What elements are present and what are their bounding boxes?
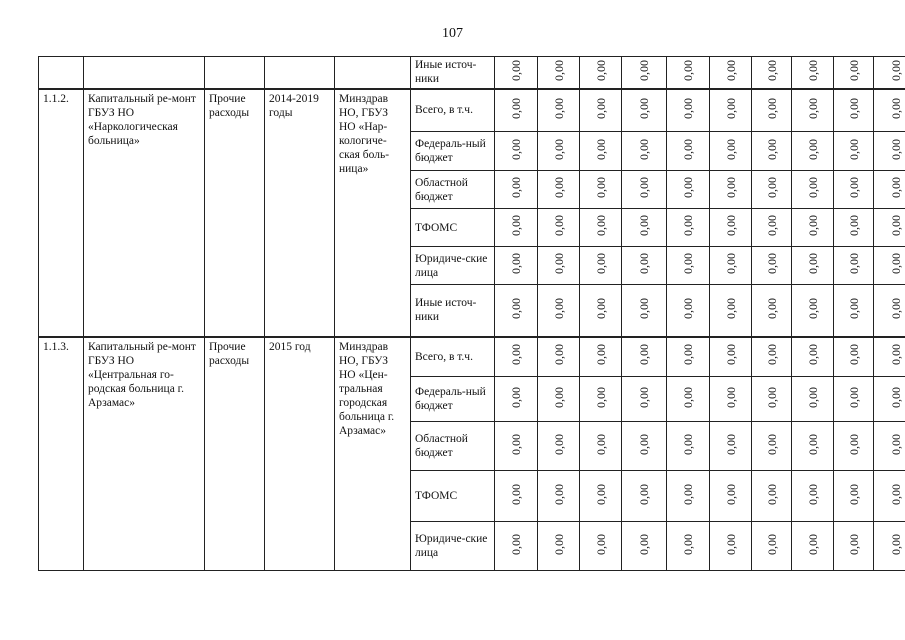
item-name: Капитальный ре-монт ГБУЗ НО «Наркологическая больница» bbox=[84, 89, 205, 337]
item-code: 1.1.2. bbox=[39, 89, 84, 337]
value-text: 0,00 bbox=[593, 433, 608, 455]
value-cell bbox=[622, 247, 667, 285]
value-text: 0,00 bbox=[509, 253, 523, 274]
page-number: 107 bbox=[442, 26, 463, 41]
value-text: 0,00 bbox=[637, 253, 651, 274]
value-text: 0,00 bbox=[805, 97, 820, 119]
value-text: 0,00 bbox=[889, 177, 903, 198]
value-text: 0,00 bbox=[723, 59, 738, 81]
value-cell bbox=[752, 57, 792, 89]
value-text: 0,00 bbox=[509, 433, 523, 455]
value-cell bbox=[538, 132, 580, 171]
value-text: 0,00 bbox=[723, 177, 738, 198]
value-text: 0,00 bbox=[805, 297, 820, 319]
period-cell bbox=[265, 57, 335, 89]
value-text: 0,00 bbox=[723, 386, 738, 408]
value-cell bbox=[874, 132, 905, 171]
value-cell bbox=[495, 285, 538, 337]
value-cell bbox=[538, 522, 580, 571]
funding-source: Областной бюджет bbox=[411, 422, 495, 471]
value-cell bbox=[580, 377, 622, 422]
value-text: 0,00 bbox=[509, 533, 523, 555]
value-cell bbox=[792, 57, 834, 89]
value-cell bbox=[710, 209, 752, 247]
value-cell bbox=[834, 57, 874, 89]
value-text: 0,00 bbox=[846, 344, 861, 366]
value-cell bbox=[874, 522, 905, 571]
value-cell bbox=[495, 209, 538, 247]
value-cell bbox=[667, 337, 710, 377]
executor: Минздрав НО, ГБУЗ НО «Цен-тральная городская больница г. Арзамас» bbox=[335, 337, 411, 571]
value-text: 0,00 bbox=[637, 97, 651, 119]
value-cell bbox=[580, 247, 622, 285]
value-text: 0,00 bbox=[509, 97, 523, 119]
value-text: 0,00 bbox=[681, 433, 695, 455]
value-cell bbox=[622, 209, 667, 247]
value-text: 0,00 bbox=[805, 386, 820, 408]
value-text: 0,00 bbox=[764, 59, 779, 81]
value-cell bbox=[580, 171, 622, 209]
value-cell bbox=[874, 337, 905, 377]
period: 2015 год bbox=[265, 337, 335, 571]
value-text: 0,00 bbox=[805, 533, 820, 555]
value-text: 0,00 bbox=[681, 533, 695, 555]
value-cell bbox=[792, 132, 834, 171]
value-cell bbox=[667, 132, 710, 171]
value-cell bbox=[667, 471, 710, 522]
value-cell bbox=[580, 522, 622, 571]
value-cell bbox=[622, 337, 667, 377]
value-cell bbox=[495, 57, 538, 89]
value-text: 0,00 bbox=[681, 386, 695, 408]
value-cell bbox=[834, 247, 874, 285]
value-cell bbox=[752, 285, 792, 337]
funding-source: Юридиче-ские лица bbox=[411, 522, 495, 571]
value-cell bbox=[874, 377, 905, 422]
value-text: 0,00 bbox=[551, 177, 566, 198]
value-text: 0,00 bbox=[681, 253, 695, 274]
value-cell bbox=[752, 422, 792, 471]
value-text: 0,00 bbox=[764, 297, 779, 319]
value-text: 0,00 bbox=[593, 533, 608, 555]
value-cell bbox=[792, 471, 834, 522]
value-text: 0,00 bbox=[764, 433, 779, 455]
value-text: 0,00 bbox=[681, 97, 695, 119]
value-text: 0,00 bbox=[593, 386, 608, 408]
value-text: 0,00 bbox=[593, 344, 608, 366]
value-cell bbox=[622, 471, 667, 522]
value-cell bbox=[538, 247, 580, 285]
value-text: 0,00 bbox=[681, 297, 695, 319]
value-cell bbox=[834, 209, 874, 247]
value-text: 0,00 bbox=[889, 97, 903, 119]
value-text: 0,00 bbox=[551, 297, 566, 319]
value-cell bbox=[834, 171, 874, 209]
value-text: 0,00 bbox=[889, 253, 903, 274]
value-cell bbox=[834, 89, 874, 132]
code-cell bbox=[39, 57, 84, 89]
value-cell bbox=[834, 471, 874, 522]
value-text: 0,00 bbox=[846, 97, 861, 119]
funding-source: Федераль-ный бюджет bbox=[411, 132, 495, 171]
value-cell bbox=[710, 57, 752, 89]
value-cell bbox=[752, 171, 792, 209]
value-text: 0,00 bbox=[805, 344, 820, 366]
value-text: 0,00 bbox=[723, 97, 738, 119]
value-text: 0,00 bbox=[681, 59, 695, 81]
funding-source: Всего, в т.ч. bbox=[411, 337, 495, 377]
value-text: 0,00 bbox=[509, 59, 523, 81]
value-cell bbox=[667, 89, 710, 132]
value-cell bbox=[538, 422, 580, 471]
value-text: 0,00 bbox=[846, 138, 861, 160]
value-cell bbox=[834, 522, 874, 571]
value-text: 0,00 bbox=[846, 483, 861, 505]
value-text: 0,00 bbox=[551, 215, 566, 236]
funding-source: ТФОМС bbox=[411, 209, 495, 247]
value-cell bbox=[667, 285, 710, 337]
value-text: 0,00 bbox=[593, 138, 608, 160]
value-cell bbox=[874, 89, 905, 132]
period: 2014-2019 годы bbox=[265, 89, 335, 337]
funding-source: Всего, в т.ч. bbox=[411, 89, 495, 132]
value-cell bbox=[495, 422, 538, 471]
value-cell bbox=[710, 171, 752, 209]
value-cell bbox=[538, 209, 580, 247]
value-text: 0,00 bbox=[637, 533, 651, 555]
value-text: 0,00 bbox=[593, 59, 608, 81]
value-cell bbox=[538, 89, 580, 132]
value-text: 0,00 bbox=[764, 138, 779, 160]
value-cell bbox=[710, 247, 752, 285]
value-cell bbox=[667, 377, 710, 422]
value-text: 0,00 bbox=[805, 215, 820, 236]
value-text: 0,00 bbox=[637, 138, 651, 160]
value-cell bbox=[874, 247, 905, 285]
value-cell bbox=[580, 89, 622, 132]
value-text: 0,00 bbox=[593, 215, 608, 236]
value-cell bbox=[667, 422, 710, 471]
value-cell bbox=[538, 57, 580, 89]
value-text: 0,00 bbox=[889, 386, 903, 408]
value-cell bbox=[792, 422, 834, 471]
value-cell bbox=[667, 209, 710, 247]
value-cell bbox=[622, 522, 667, 571]
value-cell bbox=[710, 522, 752, 571]
value-text: 0,00 bbox=[551, 97, 566, 119]
value-cell bbox=[834, 132, 874, 171]
value-text: 0,00 bbox=[593, 97, 608, 119]
value-text: 0,00 bbox=[889, 433, 903, 455]
value-cell bbox=[667, 522, 710, 571]
funding-source: Иные источ-ники bbox=[411, 285, 495, 337]
value-text: 0,00 bbox=[681, 138, 695, 160]
value-cell bbox=[792, 285, 834, 337]
value-text: 0,00 bbox=[637, 433, 651, 455]
value-cell bbox=[495, 337, 538, 377]
value-cell bbox=[538, 337, 580, 377]
value-text: 0,00 bbox=[723, 344, 738, 366]
value-cell bbox=[752, 471, 792, 522]
value-text: 0,00 bbox=[593, 483, 608, 505]
value-text: 0,00 bbox=[723, 138, 738, 160]
funding-source: ТФОМС bbox=[411, 471, 495, 522]
value-cell bbox=[710, 132, 752, 171]
value-cell bbox=[622, 377, 667, 422]
value-cell bbox=[752, 132, 792, 171]
value-text: 0,00 bbox=[681, 344, 695, 366]
value-text: 0,00 bbox=[723, 533, 738, 555]
expense-type: Прочие расходы bbox=[205, 89, 265, 337]
value-cell bbox=[710, 89, 752, 132]
value-cell bbox=[710, 422, 752, 471]
value-cell bbox=[834, 422, 874, 471]
value-cell bbox=[495, 247, 538, 285]
value-text: 0,00 bbox=[764, 97, 779, 119]
value-cell bbox=[792, 171, 834, 209]
table-row bbox=[39, 57, 905, 89]
value-cell bbox=[834, 377, 874, 422]
budget-table bbox=[38, 56, 905, 571]
funding-source: Юридиче-ские лица bbox=[411, 247, 495, 285]
value-text: 0,00 bbox=[637, 386, 651, 408]
funding-source: Федераль-ный бюджет bbox=[411, 377, 495, 422]
value-cell bbox=[580, 422, 622, 471]
value-text: 0,00 bbox=[889, 533, 903, 555]
value-text: 0,00 bbox=[764, 177, 779, 198]
item-code: 1.1.3. bbox=[39, 337, 84, 571]
table-row bbox=[39, 337, 905, 377]
table-row bbox=[39, 89, 905, 132]
value-cell bbox=[874, 471, 905, 522]
value-text: 0,00 bbox=[805, 483, 820, 505]
value-text: 0,00 bbox=[509, 344, 523, 366]
value-text: 0,00 bbox=[681, 215, 695, 236]
value-text: 0,00 bbox=[805, 177, 820, 198]
value-cell bbox=[874, 57, 905, 89]
value-text: 0,00 bbox=[764, 533, 779, 555]
value-text: 0,00 bbox=[764, 483, 779, 505]
value-text: 0,00 bbox=[509, 138, 523, 160]
value-cell bbox=[495, 171, 538, 209]
value-text: 0,00 bbox=[846, 297, 861, 319]
type-cell bbox=[205, 57, 265, 89]
value-text: 0,00 bbox=[846, 177, 861, 198]
value-cell bbox=[622, 285, 667, 337]
value-text: 0,00 bbox=[593, 253, 608, 274]
value-text: 0,00 bbox=[637, 59, 651, 81]
value-text: 0,00 bbox=[764, 215, 779, 236]
value-cell bbox=[710, 337, 752, 377]
value-text: 0,00 bbox=[551, 533, 566, 555]
value-cell bbox=[752, 337, 792, 377]
value-cell bbox=[752, 209, 792, 247]
value-text: 0,00 bbox=[764, 253, 779, 274]
source-cell: Иные источ-ники bbox=[411, 57, 495, 89]
value-cell bbox=[792, 522, 834, 571]
item-name: Капитальный ре-монт ГБУЗ НО «Центральная го-родская больница г. Арзамас» bbox=[84, 337, 205, 571]
value-cell bbox=[580, 471, 622, 522]
value-cell bbox=[495, 522, 538, 571]
value-cell bbox=[622, 89, 667, 132]
value-text: 0,00 bbox=[889, 344, 903, 366]
value-cell bbox=[622, 57, 667, 89]
value-cell bbox=[874, 171, 905, 209]
value-text: 0,00 bbox=[764, 386, 779, 408]
value-cell bbox=[834, 337, 874, 377]
value-text: 0,00 bbox=[551, 138, 566, 160]
value-text: 0,00 bbox=[509, 177, 523, 198]
value-cell bbox=[752, 247, 792, 285]
value-cell bbox=[792, 337, 834, 377]
value-cell bbox=[792, 209, 834, 247]
value-cell bbox=[622, 422, 667, 471]
value-text: 0,00 bbox=[551, 433, 566, 455]
value-cell bbox=[580, 337, 622, 377]
value-text: 0,00 bbox=[889, 138, 903, 160]
value-text: 0,00 bbox=[846, 533, 861, 555]
value-text: 0,00 bbox=[681, 177, 695, 198]
value-cell bbox=[667, 171, 710, 209]
value-text: 0,00 bbox=[764, 344, 779, 366]
value-text: 0,00 bbox=[889, 297, 903, 319]
expense-type: Прочие расходы bbox=[205, 337, 265, 571]
value-cell bbox=[580, 209, 622, 247]
value-cell bbox=[538, 285, 580, 337]
value-text: 0,00 bbox=[637, 344, 651, 366]
value-cell bbox=[834, 285, 874, 337]
value-text: 0,00 bbox=[805, 59, 820, 81]
value-cell bbox=[792, 89, 834, 132]
value-text: 0,00 bbox=[681, 483, 695, 505]
value-text: 0,00 bbox=[846, 386, 861, 408]
value-text: 0,00 bbox=[551, 344, 566, 366]
value-cell bbox=[495, 89, 538, 132]
value-cell bbox=[538, 471, 580, 522]
value-text: 0,00 bbox=[593, 177, 608, 198]
value-cell bbox=[792, 247, 834, 285]
value-text: 0,00 bbox=[805, 138, 820, 160]
value-cell bbox=[752, 377, 792, 422]
value-text: 0,00 bbox=[805, 253, 820, 274]
value-text: 0,00 bbox=[723, 483, 738, 505]
value-text: 0,00 bbox=[637, 297, 651, 319]
value-text: 0,00 bbox=[889, 59, 903, 81]
value-text: 0,00 bbox=[846, 59, 861, 81]
table-body bbox=[39, 57, 905, 571]
value-cell bbox=[580, 285, 622, 337]
value-text: 0,00 bbox=[846, 433, 861, 455]
value-cell bbox=[495, 377, 538, 422]
funding-source: Областной бюджет bbox=[411, 171, 495, 209]
value-text: 0,00 bbox=[846, 253, 861, 274]
value-cell bbox=[538, 171, 580, 209]
value-text: 0,00 bbox=[723, 297, 738, 319]
value-text: 0,00 bbox=[637, 215, 651, 236]
value-cell bbox=[538, 377, 580, 422]
value-text: 0,00 bbox=[509, 483, 523, 505]
value-text: 0,00 bbox=[805, 433, 820, 455]
value-text: 0,00 bbox=[551, 386, 566, 408]
value-text: 0,00 bbox=[593, 297, 608, 319]
value-cell bbox=[667, 247, 710, 285]
value-text: 0,00 bbox=[723, 215, 738, 236]
value-text: 0,00 bbox=[846, 215, 861, 236]
executor-cell bbox=[335, 57, 411, 89]
value-text: 0,00 bbox=[889, 483, 903, 505]
value-text: 0,00 bbox=[551, 253, 566, 274]
value-text: 0,00 bbox=[509, 215, 523, 236]
value-cell bbox=[752, 89, 792, 132]
value-cell bbox=[580, 57, 622, 89]
value-text: 0,00 bbox=[723, 433, 738, 455]
value-cell bbox=[874, 422, 905, 471]
name-cell bbox=[84, 57, 205, 89]
value-text: 0,00 bbox=[637, 177, 651, 198]
value-cell bbox=[622, 171, 667, 209]
value-cell bbox=[792, 377, 834, 422]
value-text: 0,00 bbox=[723, 253, 738, 274]
value-text: 0,00 bbox=[551, 59, 566, 81]
value-cell bbox=[710, 377, 752, 422]
value-text: 0,00 bbox=[509, 297, 523, 319]
value-cell bbox=[495, 132, 538, 171]
value-cell bbox=[710, 471, 752, 522]
value-cell bbox=[580, 132, 622, 171]
executor: Минздрав НО, ГБУЗ НО «Нар-кологиче-ская боль-ница» bbox=[335, 89, 411, 337]
value-text: 0,00 bbox=[889, 215, 903, 236]
value-text: 0,00 bbox=[551, 483, 566, 505]
value-cell bbox=[874, 209, 905, 247]
value-text: 0,00 bbox=[509, 386, 523, 408]
value-cell bbox=[874, 285, 905, 337]
value-cell bbox=[622, 132, 667, 171]
value-cell bbox=[667, 57, 710, 89]
value-cell bbox=[752, 522, 792, 571]
value-cell bbox=[710, 285, 752, 337]
value-text: 0,00 bbox=[637, 483, 651, 505]
value-cell bbox=[495, 471, 538, 522]
